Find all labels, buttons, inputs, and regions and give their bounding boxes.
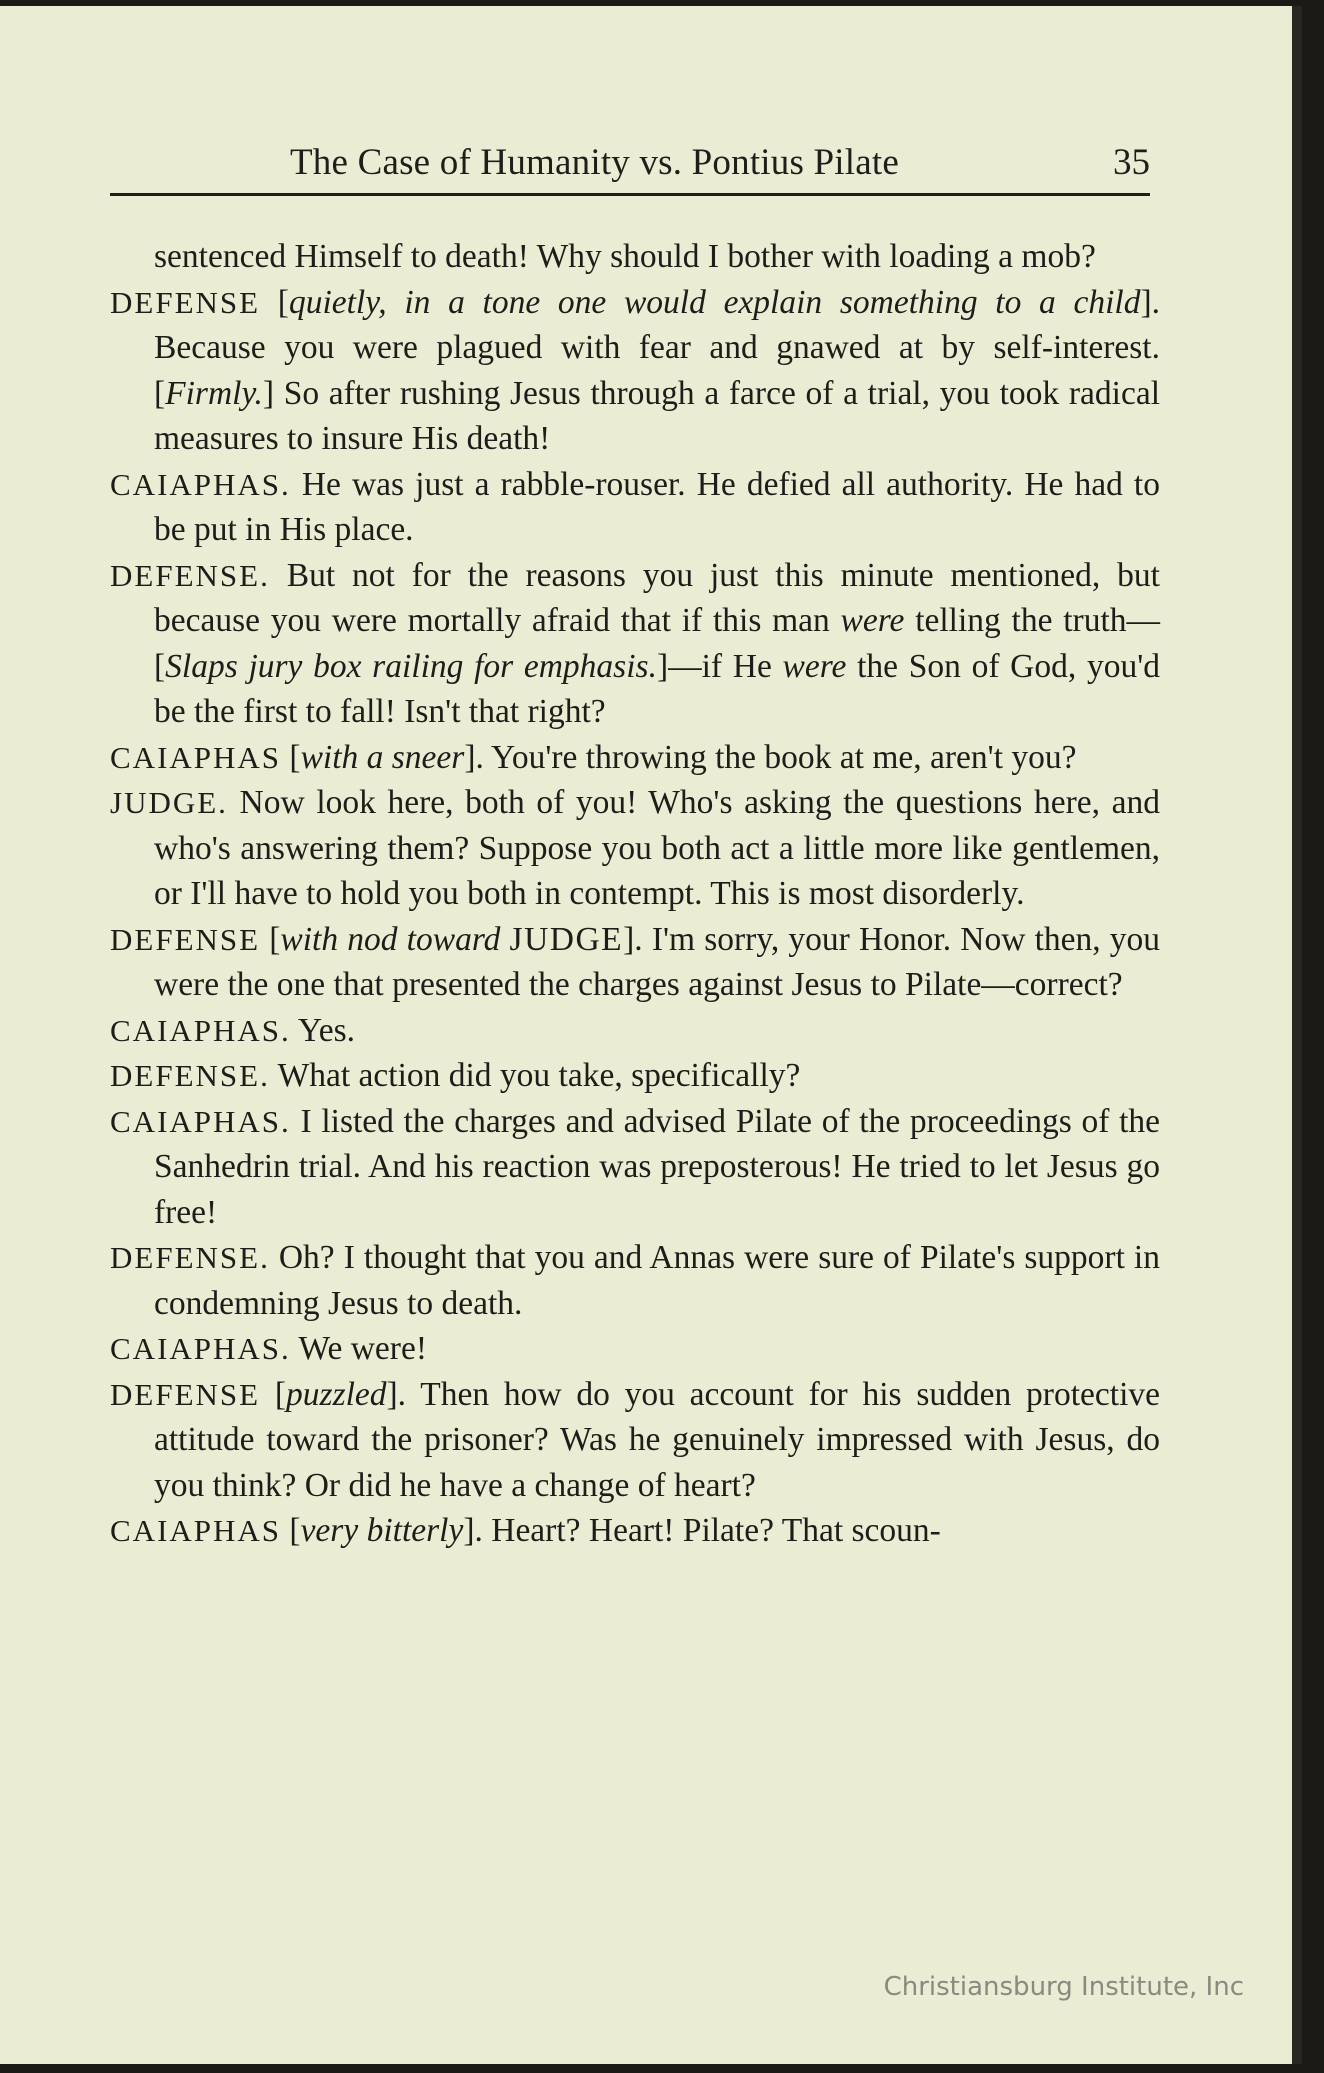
book-page <box>0 6 1302 2064</box>
speech-text: Oh? I thought that you and Annas were sure of Pilate's support in condemning Jesus to death. <box>154 1239 1160 1322</box>
speech-defense <box>110 1053 1160 1099</box>
speech-text: ]. I'm sorry, your Honor. Now then, you were the one that presented the charges against Jesus to Pilate—correct? <box>154 920 1161 1003</box>
stage-direction: with nod toward <box>280 920 510 958</box>
speech-text: telling the truth—[ <box>154 602 1161 685</box>
speaker-label: CAIAPHAS. <box>110 466 291 502</box>
speech-text: Yes. <box>290 1011 356 1049</box>
emphasis: were <box>782 647 847 685</box>
speaker-label: DEFENSE <box>110 1376 261 1412</box>
speaker-label: DEFENSE <box>110 921 261 957</box>
speaker-label: DEFENSE <box>110 284 261 320</box>
speech-text: I listed the charges and advised Pilate of the proceedings of the Sanhedrin trial. And his reaction was preposterous! He tried to let Jesus go free! <box>154 1102 1160 1231</box>
speaker-label: CAIAPHAS. <box>110 1012 291 1048</box>
speaker-label: JUDGE. <box>110 785 228 820</box>
stage-direction: puzzled <box>286 1375 387 1413</box>
speech-text: What action did you take, specifically? <box>269 1057 801 1094</box>
speaker-label: DEFENSE. <box>110 1058 270 1093</box>
speech-text: [ <box>281 1512 301 1549</box>
speech-text: ]. Then how do you account for his sudden protective attitude toward the prisoner? Was he genuinely impressed with Jesus, do you think? Or did he have a change of heart? <box>154 1375 1160 1504</box>
speech-defense <box>110 280 1160 462</box>
stage-direction: Slaps jury box railing for emphasis. <box>165 647 657 685</box>
stage-direction: very bitterly <box>300 1512 464 1549</box>
speech-text: ]. You're throwing the book at me, aren't you? <box>464 738 1077 776</box>
speech-defense <box>110 917 1160 1008</box>
speech-text: [ <box>260 1375 287 1413</box>
speaker-label: CAIAPHAS. <box>110 1331 291 1366</box>
speech-text: But not for the reasons you just this minute mentioned, but because you were mortally afraid that if this man <box>154 556 1160 639</box>
speaker-label: DEFENSE. <box>110 557 270 593</box>
speech-caiaphas <box>110 735 1160 781</box>
speech-judge <box>110 780 1160 917</box>
stage-direction: Firmly. <box>165 374 263 412</box>
speech-text: sentenced Himself to death! Why should I bother with loading a mob? <box>154 238 1096 275</box>
speech-text: [ <box>260 283 289 321</box>
speech-defense <box>110 553 1160 735</box>
stage-direction-name: JUDGE <box>509 920 624 958</box>
speaker-label: CAIAPHAS <box>110 1513 282 1548</box>
speech-text: [ <box>281 738 301 776</box>
running-title: The Case of Humanity vs. Pontius Pilate <box>290 142 899 183</box>
speech-text: the Son of God, you'd be the first to fall! Isn't that right? <box>154 647 1160 730</box>
speech-continuation <box>154 234 1160 280</box>
speech-caiaphas <box>110 1099 1160 1236</box>
speech-text: ]. Heart? Heart! Pilate? That scoun- <box>463 1512 941 1549</box>
speech-defense <box>110 1372 1160 1509</box>
speech-text: Now look here, both of you! Who's asking the questions here, and who's answering them? Suppose you both act a little more like gentlemen, or I'll have to hold you both in contempt. This is most disorderly. <box>154 784 1160 912</box>
stage-direction: quietly, in a tone one would explain something to a child <box>288 283 1141 321</box>
speech-text: He was just a rabble-rouser. He defied all authority. He had to be put in His place. <box>154 465 1160 548</box>
speech-caiaphas <box>110 1008 1160 1054</box>
speech-caiaphas <box>110 1326 1160 1372</box>
speech-caiaphas <box>110 1508 1160 1554</box>
speech-caiaphas <box>110 462 1160 553</box>
speech-text: We were! <box>290 1330 427 1367</box>
stage-direction: with a sneer <box>300 738 465 776</box>
speaker-label: DEFENSE. <box>110 1240 270 1275</box>
emphasis: were <box>840 602 905 639</box>
speech-text: ] So after rushing Jesus through a farce of a trial, you took radical measures to insure His death! <box>154 374 1160 457</box>
speaker-label: CAIAPHAS. <box>110 1103 291 1139</box>
running-header <box>110 141 1150 196</box>
watermark-text: Christiansburg Institute, Inc <box>883 1972 1244 2002</box>
speech-text: ]. Because you were plagued with fear and gnawed at by self-interest. [ <box>154 283 1160 412</box>
speech-text: [ <box>260 920 281 958</box>
page-number: 35 <box>1113 142 1150 183</box>
speech-defense <box>110 1235 1160 1326</box>
script-text <box>110 234 1160 1554</box>
speech-text: ]—if He <box>656 647 783 685</box>
speaker-label: CAIAPHAS <box>110 739 282 775</box>
